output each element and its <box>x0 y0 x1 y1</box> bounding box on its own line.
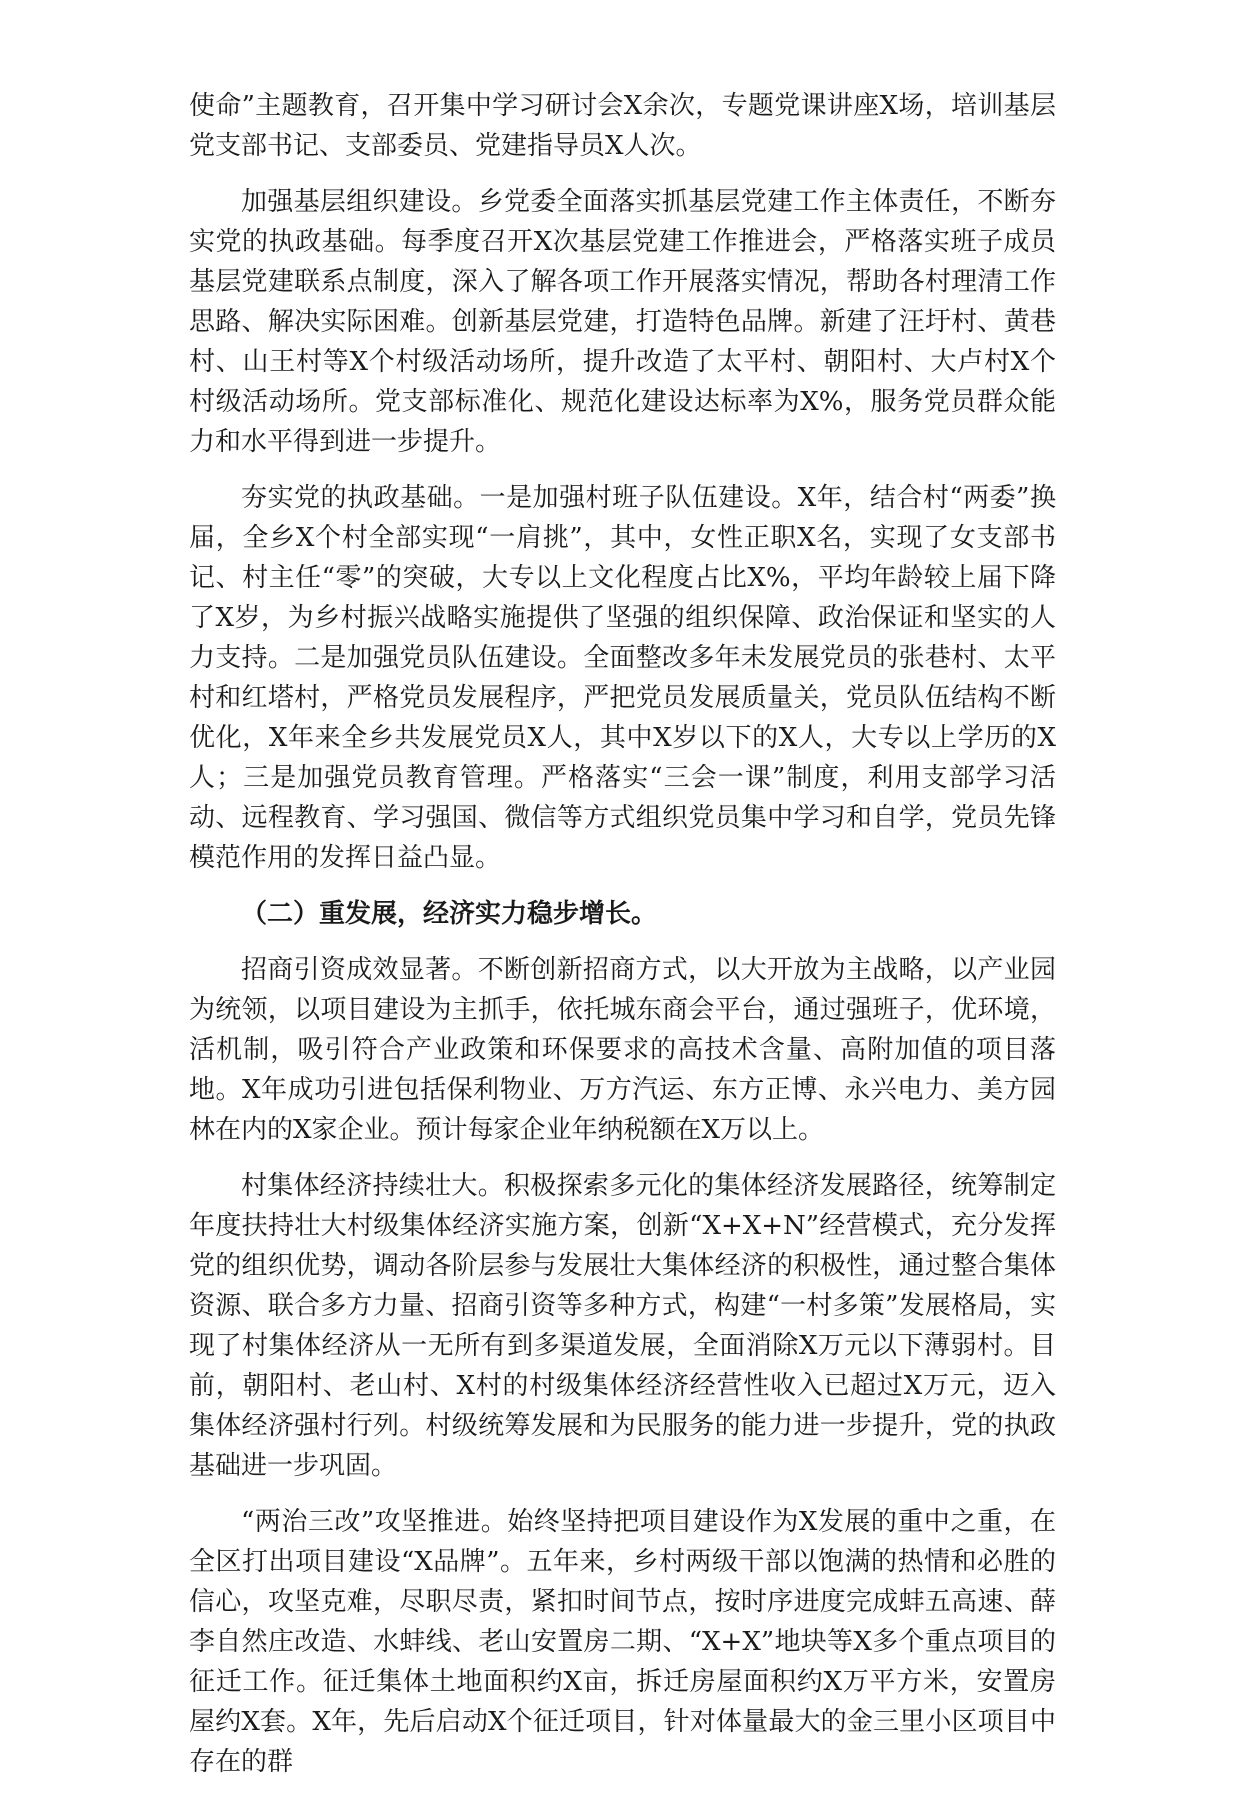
paragraph-continued: 使命”主题教育，召开集中学习研讨会X余次，专题党课讲座X场，培训基层党支部书记、支部委员、党建指导员X人次。 <box>189 91 1056 161</box>
paragraph-ruling-foundation: 夯实党的执政基础。一是加强村班子队伍建设。X年，结合村“两委”换届，全乡X个村全部实现“一肩挑”，其中，女性正职X名，实现了女支部书记、村主任“零”的突破，大专以上文化程度占比X%，平均年龄较上届下降了X岁，为乡村振兴战略实施提供了坚强的组织保障、政治保证和坚实的人力支持。二是加强党员队伍建设。全面整改多年未发展党员的张巷村、太平村和红塔村，严格党员发展程序，严把党员发展质量关，党员队伍结构不断优化，X年来全乡共发展党员X人，其中X岁以下的X人，大专以上学历的X人；三是加强党员教育管理。严格落实“三会一课”制度，利用支部学习活动、远程教育、学习强国、微信等方式组织党员集中学习和自学，党员先锋模范作用的发挥日益凸显。 <box>189 483 1056 873</box>
paragraph-collective-economy: 村集体经济持续壮大。积极探索多元化的集体经济发展路径，统筹制定年度扶持壮大村级集体经济实施方案，创新“X+X+N”经营模式，充分发挥党的组织优势，调动各阶层参与发展壮大集体经济的积极性，通过整合集体资源、联合多方力量、招商引资等多种方式，构建“一村多策”发展格局，实现了村集体经济从一无所有到多渠道发展，全面消除X万元以下薄弱村。目前，朝阳村、老山村、X村的村级集体经济经营性收入已超过X万元，迈入集体经济强村行列。村级统筹发展和为民服务的能力进一步提升，党的执政基础进一步巩固。 <box>189 1171 1056 1481</box>
paragraph-grassroots-organization: 加强基层组织建设。乡党委全面落实抓基层党建工作主体责任，不断夯实党的执政基础。每季度召开X次基层党建工作推进会，严格落实班子成员基层党建联系点制度，深入了解各项工作开展落实情况，帮助各村理清工作思路、解决实际困难。创新基层党建，打造特色品牌。新建了汪圩村、黄巷村、山王村等X个村级活动场所，提升改造了太平村、朝阳村、大卢村X个村级活动场所。党支部标准化、规范化建设达标率为X%，服务党员群众能力和水平得到进一步提升。 <box>189 187 1056 457</box>
paragraph-projects: “两治三改”攻坚推进。始终坚持把项目建设作为X发展的重中之重，在全区打出项目建设“X品牌”。五年来，乡村两级干部以饱满的热情和必胜的信心，攻坚克难，尽职尽责，紧扣时间节点，按时序进度完成蚌五高速、薛李自然庄改造、水蚌线、老山安置房二期、“X+X”地块等X多个重点项目的征迁工作。征迁集体土地面积约X亩，拆迁房屋面积约X万平方米，安置房屋约X套。X年，先后启动X个征迁项目，针对体量最大的金三里小区项目中存在的群 <box>189 1507 1056 1777</box>
document-body <box>189 86 1056 1798</box>
section-heading: （二）重发展，经济实力稳步增长。 <box>241 899 658 929</box>
paragraph-investment: 招商引资成效显著。不断创新招商方式，以大开放为主战略，以产业园为统领，以项目建设为主抓手，依托城东商会平台，通过强班子，优环境，活机制，吸引符合产业政策和环保要求的高技术含量、高附加值的项目落地。X年成功引进包括保利物业、万方汽运、东方正博、永兴电力、美方园林在内的X家企业。预计每家企业年纳税额在X万以上。 <box>189 955 1056 1145</box>
